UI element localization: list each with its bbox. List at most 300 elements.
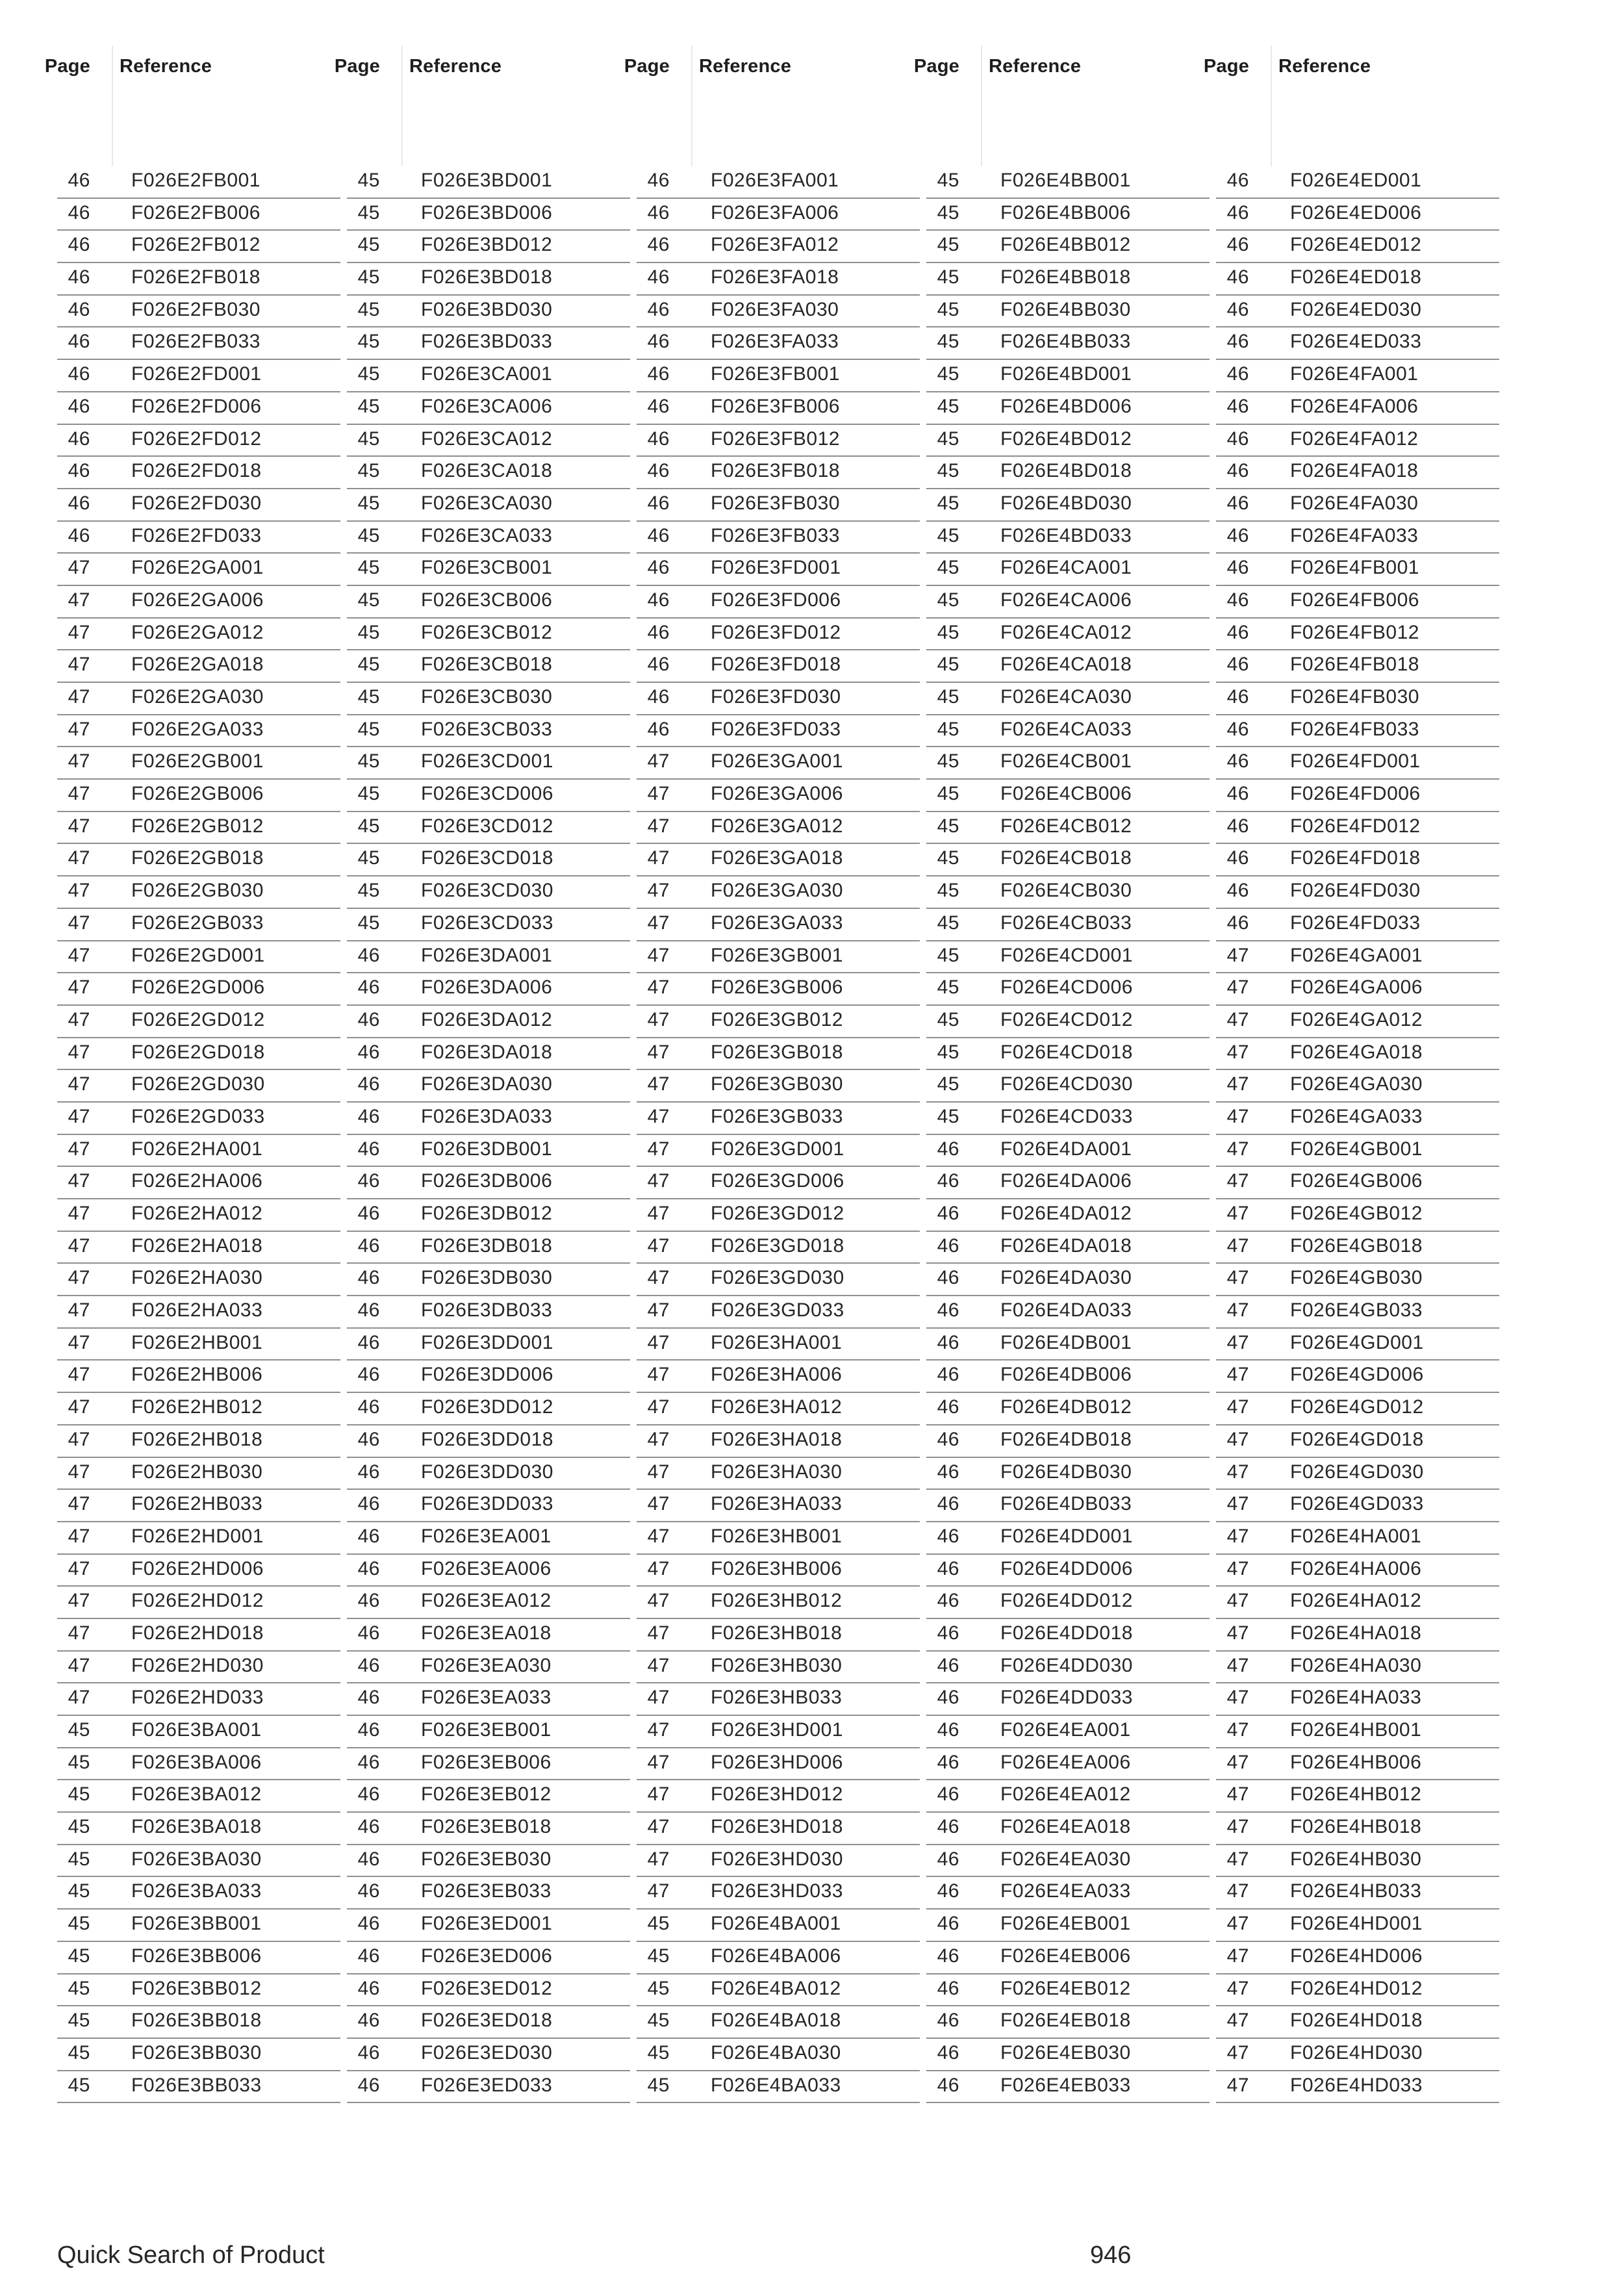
table-row (637, 1587, 920, 1619)
page-number-cell: 47 (68, 944, 90, 966)
reference-code-cell: F026E3BB018 (131, 2010, 262, 2032)
table-row (57, 1006, 340, 1038)
table-row (347, 1425, 630, 1458)
page-number-cell: 46 (937, 1751, 959, 1773)
table-row (57, 1942, 340, 1974)
table-row (347, 1167, 630, 1199)
reference-code-cell: F026E3GA030 (711, 880, 843, 902)
reference-code-cell: F026E4CD001 (1000, 944, 1133, 966)
table-row (1216, 1038, 1499, 1071)
reference-code-cell: F026E3DA001 (421, 944, 553, 966)
page-number-cell: 46 (1226, 524, 1249, 546)
table-row (926, 263, 1210, 296)
table-row (926, 715, 1210, 748)
table-row (57, 1296, 340, 1329)
table-row (1216, 231, 1499, 263)
table-row (347, 1780, 630, 1813)
reference-code-cell: F026E3BB001 (131, 1913, 262, 1935)
page-number-cell: 45 (68, 1783, 90, 1806)
page-number-cell: 47 (68, 1461, 90, 1483)
table-row (1216, 619, 1499, 651)
table-row (57, 1264, 340, 1296)
reference-code-cell: F026E4ED033 (1290, 331, 1422, 353)
reference-code-cell: F026E4ED012 (1290, 234, 1422, 256)
page-number-cell: 47 (1226, 1557, 1249, 1579)
table-row (57, 715, 340, 748)
table-row (637, 1942, 920, 1974)
reference-code-cell: F026E3HB012 (711, 1590, 843, 1612)
reference-code-cell: F026E2GD012 (131, 1008, 265, 1030)
reference-code-cell: F026E4DA012 (1000, 1203, 1132, 1224)
page-number-cell: 46 (1226, 557, 1249, 579)
reference-code-cell: F026E3HB006 (711, 1557, 843, 1579)
page-number-cell: 46 (357, 1590, 380, 1612)
reference-code-cell: F026E3CB018 (421, 654, 553, 676)
reference-code-cell: F026E3CD012 (421, 815, 553, 837)
page-number-cell: 47 (68, 1105, 90, 1127)
page-number-cell: 47 (1226, 1331, 1249, 1353)
column-group-header (624, 45, 920, 166)
table-row (347, 2071, 630, 2104)
reference-code-cell: F026E4DA001 (1000, 1138, 1132, 1160)
page-number-cell: 47 (647, 847, 670, 869)
table-row (57, 166, 340, 199)
table-row (1216, 973, 1499, 1006)
reference-code-cell: F026E4GB001 (1290, 1138, 1423, 1160)
page-number-cell: 46 (68, 266, 90, 288)
table-row (926, 1135, 1210, 1168)
page-number-cell: 46 (357, 1654, 380, 1676)
table-row (347, 650, 630, 683)
reference-code-cell: F026E3FD006 (711, 589, 841, 611)
reference-code-cell: F026E3GA033 (711, 912, 843, 934)
table-row (347, 1587, 630, 1619)
page-number-cell: 45 (647, 1977, 670, 1999)
page-number-cell: 47 (1226, 1783, 1249, 1806)
reference-code-cell: F026E4FD033 (1290, 912, 1421, 934)
table-row (347, 780, 630, 812)
page-number-cell: 46 (937, 1945, 959, 1967)
reference-code-cell: F026E2HA001 (131, 1138, 263, 1160)
table-row (347, 166, 630, 199)
table-row (347, 909, 630, 941)
table-row (57, 2006, 340, 2039)
table-row (926, 1910, 1210, 1942)
table-row (347, 1942, 630, 1974)
reference-code-cell: F026E4HB012 (1290, 1783, 1422, 1806)
table-row (637, 1329, 920, 1361)
table-row (637, 425, 920, 457)
page-number-cell: 47 (647, 750, 670, 773)
page-number-cell: 46 (357, 1203, 380, 1224)
table-row (347, 1006, 630, 1038)
reference-code-cell: F026E4DB006 (1000, 1364, 1132, 1386)
page-number-cell: 46 (937, 1138, 959, 1160)
page-number-cell: 46 (937, 1493, 959, 1515)
table-row (926, 1683, 1210, 1716)
page-number-cell: 46 (1226, 621, 1249, 643)
table-row (57, 650, 340, 683)
reference-code-cell: F026E3EA006 (421, 1557, 552, 1579)
page-number-cell: 46 (357, 1041, 380, 1063)
reference-code-cell: F026E3BA030 (131, 1848, 262, 1870)
reference-code-cell: F026E4HB033 (1290, 1880, 1422, 1902)
page-number-cell: 46 (647, 589, 670, 611)
reference-code-cell: F026E2HB018 (131, 1428, 263, 1450)
page-column-header: Page (624, 56, 670, 77)
page-number-cell: 47 (1226, 1428, 1249, 1450)
page-number-cell: 47 (68, 880, 90, 902)
table-row (57, 1393, 340, 1425)
page-number-cell: 46 (1226, 428, 1249, 450)
reference-code-cell: F026E3HA001 (711, 1331, 843, 1353)
reference-code-cell: F026E3BA012 (131, 1783, 262, 1806)
table-row (926, 1296, 1210, 1329)
page-number-cell: 47 (68, 1525, 90, 1547)
table-row (57, 489, 340, 522)
table-row (347, 1974, 630, 2007)
reference-code-cell: F026E3BA001 (131, 1719, 262, 1741)
page-number-cell: 47 (1226, 2041, 1249, 2063)
page-number-cell: 47 (68, 1008, 90, 1030)
table-row (926, 360, 1210, 392)
table-row (926, 876, 1210, 909)
reference-code-cell: F026E3FA018 (711, 266, 839, 288)
reference-code-cell: F026E3ED018 (421, 2010, 553, 2032)
reference-code-cell: F026E3CD006 (421, 783, 553, 805)
reference-code-cell: F026E4GD001 (1290, 1331, 1424, 1353)
page-number-cell: 47 (1226, 1364, 1249, 1386)
page-number-cell: 45 (357, 170, 380, 191)
reference-code-cell: F026E4GA001 (1290, 944, 1423, 966)
reference-code-cell: F026E4GD018 (1290, 1428, 1424, 1450)
reference-code-cell: F026E2HA030 (131, 1267, 263, 1289)
page-number-cell: 46 (647, 428, 670, 450)
table-row (57, 1135, 340, 1168)
reference-code-cell: F026E4GB018 (1290, 1234, 1423, 1257)
reference-code-cell: F026E3DB018 (421, 1234, 553, 1257)
table-row (1216, 780, 1499, 812)
table-row (57, 296, 340, 328)
page-number-cell: 47 (1226, 1073, 1249, 1095)
table-row (926, 1199, 1210, 1232)
page-number-cell: 47 (647, 944, 670, 966)
page-number-cell: 47 (647, 1396, 670, 1418)
reference-code-cell: F026E3BD006 (421, 201, 553, 224)
reference-code-cell: F026E4BD018 (1000, 460, 1132, 482)
reference-code-cell: F026E3EA012 (421, 1590, 552, 1612)
reference-code-cell: F026E3BD033 (421, 331, 553, 353)
table-row (926, 425, 1210, 457)
table-row (926, 941, 1210, 974)
reference-code-cell: F026E4GA030 (1290, 1073, 1423, 1095)
reference-code-cell: F026E4HA030 (1290, 1654, 1422, 1676)
table-row (926, 1974, 1210, 2007)
page-number-cell: 46 (357, 1008, 380, 1030)
table-row (347, 554, 630, 586)
page-number-cell: 45 (647, 1945, 670, 1967)
table-row (926, 1458, 1210, 1490)
page-number-cell: 46 (1226, 363, 1249, 385)
page-number-cell: 47 (647, 1557, 670, 1579)
page-number-cell: 47 (68, 1138, 90, 1160)
page-number-cell: 46 (647, 234, 670, 256)
reference-code-cell: F026E2GA006 (131, 589, 264, 611)
reference-code-cell: F026E4BB006 (1000, 201, 1131, 224)
page-number-cell: 47 (68, 1396, 90, 1418)
table-row (1216, 1555, 1499, 1587)
reference-code-cell: F026E4DD030 (1000, 1654, 1133, 1676)
reference-code-cell: F026E3GA012 (711, 815, 843, 837)
page-number-cell: 46 (937, 1203, 959, 1224)
reference-code-cell: F026E4HD001 (1290, 1913, 1423, 1935)
table-row (637, 1813, 920, 1845)
table-row (1216, 1458, 1499, 1490)
reference-code-cell: F026E4FD006 (1290, 783, 1421, 805)
table-row (1216, 812, 1499, 845)
reference-code-cell: F026E4CA012 (1000, 621, 1132, 643)
table-row (926, 1845, 1210, 1878)
page-number-cell: 47 (1226, 1525, 1249, 1547)
column-separator (691, 45, 692, 166)
table-row (57, 1652, 340, 1684)
table-row (57, 457, 340, 489)
reference-code-cell: F026E4BB001 (1000, 170, 1131, 191)
table-row (637, 199, 920, 231)
table-row (637, 619, 920, 651)
table-row (57, 1522, 340, 1555)
table-row (1216, 1845, 1499, 1878)
reference-code-cell: F026E2FD033 (131, 524, 262, 546)
page-number-cell: 47 (68, 1557, 90, 1579)
reference-code-cell: F026E4HA012 (1290, 1590, 1422, 1612)
table-row (637, 1910, 920, 1942)
page-number-cell: 47 (1226, 1396, 1249, 1418)
table-row (347, 1038, 630, 1071)
page-number-cell: 47 (68, 750, 90, 773)
page-number-cell: 45 (937, 1073, 959, 1095)
reference-code-cell: F026E3FA001 (711, 170, 839, 191)
page-number-cell: 47 (647, 1751, 670, 1773)
page-number-cell: 47 (1226, 1267, 1249, 1289)
reference-code-cell: F026E2GA033 (131, 718, 264, 740)
reference-code-cell: F026E4GD033 (1290, 1493, 1424, 1515)
reference-code-cell: F026E3DD018 (421, 1428, 553, 1450)
table-row (57, 425, 340, 457)
table-row (1216, 360, 1499, 392)
reference-code-cell: F026E3HD030 (711, 1848, 843, 1870)
table-row (57, 1587, 340, 1619)
table-row (1216, 1232, 1499, 1264)
reference-code-cell: F026E3GD033 (711, 1299, 844, 1322)
table-row (57, 619, 340, 651)
page-number-cell: 45 (937, 363, 959, 385)
reference-code-cell: F026E3EA033 (421, 1687, 552, 1709)
page-number-cell: 46 (357, 1525, 380, 1547)
table-row (1216, 941, 1499, 974)
reference-code-cell: F026E4ED018 (1290, 266, 1422, 288)
reference-code-cell: F026E2FB030 (131, 298, 260, 320)
page-number-cell: 46 (1226, 880, 1249, 902)
table-row (1216, 296, 1499, 328)
table-row (1216, 392, 1499, 425)
page-number-cell: 47 (647, 1299, 670, 1322)
table-row (637, 1748, 920, 1781)
table-row (347, 1393, 630, 1425)
table-row (347, 973, 630, 1006)
page-number-cell: 46 (937, 1428, 959, 1450)
table-row (1216, 1748, 1499, 1781)
table-row (926, 231, 1210, 263)
page-number-cell: 46 (937, 1267, 959, 1289)
table-row (347, 1264, 630, 1296)
table-row (926, 1232, 1210, 1264)
reference-code-cell: F026E4DA018 (1000, 1234, 1132, 1257)
table-row (1216, 2039, 1499, 2071)
page-number-cell: 46 (647, 557, 670, 579)
reference-code-cell: F026E3FA006 (711, 201, 839, 224)
page-number-cell: 45 (68, 2074, 90, 2096)
reference-code-cell: F026E4CB001 (1000, 750, 1132, 773)
page-number-cell: 46 (937, 1557, 959, 1579)
page-number-cell: 47 (1226, 1203, 1249, 1224)
page-number-cell: 45 (357, 686, 380, 708)
reference-code-cell: F026E4HD033 (1290, 2074, 1423, 2096)
index-column-group (334, 45, 630, 2103)
reference-code-cell: F026E3GB030 (711, 1073, 843, 1095)
page-number-cell: 46 (937, 1816, 959, 1838)
page-number-cell: 46 (937, 1719, 959, 1741)
reference-code-cell: F026E4EB018 (1000, 2010, 1131, 2032)
page-number-cell: 47 (647, 912, 670, 934)
table-row (57, 1232, 340, 1264)
reference-code-cell: F026E3BD030 (421, 298, 553, 320)
index-column-group (624, 45, 920, 2103)
page-number-cell: 45 (68, 1977, 90, 1999)
reference-code-cell: F026E4CA033 (1000, 718, 1132, 740)
page-number-cell: 47 (1226, 1848, 1249, 1870)
reference-code-cell: F026E4GB006 (1290, 1170, 1423, 1192)
page-number-cell: 47 (647, 1816, 670, 1838)
page-number-cell: 47 (647, 977, 670, 999)
page-number-cell: 46 (647, 266, 670, 288)
page-number-cell: 45 (937, 815, 959, 837)
page-number-cell: 47 (1226, 1751, 1249, 1773)
reference-column-header: Reference (699, 56, 792, 77)
page-number-cell: 45 (937, 1041, 959, 1063)
table-row (347, 876, 630, 909)
page-number-cell: 47 (647, 1493, 670, 1515)
column-separator (981, 45, 982, 166)
table-row (57, 747, 340, 780)
reference-code-cell: F026E2HB030 (131, 1461, 263, 1483)
table-row (57, 522, 340, 554)
page-number-cell: 45 (357, 428, 380, 450)
table-row (637, 231, 920, 263)
table-row (57, 1361, 340, 1393)
table-row (637, 747, 920, 780)
page-number-cell: 47 (647, 880, 670, 902)
page-number-cell: 46 (1226, 783, 1249, 805)
table-row (1216, 1296, 1499, 1329)
table-row (637, 1619, 920, 1652)
page-number-cell: 46 (647, 686, 670, 708)
reference-column-header: Reference (120, 56, 212, 77)
page-number-cell: 47 (68, 1428, 90, 1450)
page-number-cell: 47 (1226, 1299, 1249, 1322)
page-number-cell: 46 (357, 1816, 380, 1838)
page-number-cell: 47 (647, 1687, 670, 1709)
reference-code-cell: F026E4BA033 (711, 2074, 841, 2096)
reference-code-cell: F026E4CA030 (1000, 686, 1132, 708)
page-number-cell: 47 (1226, 1687, 1249, 1709)
table-row (347, 1845, 630, 1878)
page-number-cell: 46 (357, 2010, 380, 2032)
page-number-cell: 46 (647, 621, 670, 643)
table-row (637, 1780, 920, 1813)
reference-code-cell: F026E3DA033 (421, 1105, 553, 1127)
reference-code-cell: F026E2GA001 (131, 557, 264, 579)
reference-code-cell: F026E3GD012 (711, 1203, 844, 1224)
reference-code-cell: F026E4FB030 (1290, 686, 1419, 708)
table-row (1216, 1329, 1499, 1361)
page-number-cell: 45 (357, 557, 380, 579)
table-row (926, 1522, 1210, 1555)
table-row (57, 1070, 340, 1103)
table-row (637, 812, 920, 845)
reference-code-cell: F026E3CA001 (421, 363, 553, 385)
page-number-cell: 45 (357, 912, 380, 934)
reference-code-cell: F026E2GD001 (131, 944, 265, 966)
table-row (57, 1845, 340, 1878)
page-number-cell: 47 (647, 1008, 670, 1030)
page-number-cell: 46 (357, 1848, 380, 1870)
page-number-cell: 47 (1226, 1622, 1249, 1644)
reference-code-cell: F026E3BD001 (421, 170, 553, 191)
reference-code-cell: F026E2GD006 (131, 977, 265, 999)
page-number-cell: 47 (647, 1234, 670, 1257)
page-number-cell: 47 (647, 815, 670, 837)
reference-code-cell: F026E3BB030 (131, 2041, 262, 2063)
reference-code-cell: F026E4BD012 (1000, 428, 1132, 450)
page-number-cell: 45 (357, 331, 380, 353)
reference-code-cell: F026E3FA030 (711, 298, 839, 320)
page-number-cell: 47 (68, 1654, 90, 1676)
table-row (347, 392, 630, 425)
table-row (57, 1199, 340, 1232)
page-number-cell: 45 (357, 815, 380, 837)
table-row (1216, 1199, 1499, 1232)
page-number-cell: 46 (647, 654, 670, 676)
reference-code-cell: F026E3GB012 (711, 1008, 843, 1030)
table-row (637, 1877, 920, 1910)
page-number-cell: 47 (647, 1880, 670, 1902)
column-separator (401, 45, 403, 166)
table-row (347, 327, 630, 360)
page-number-cell: 46 (647, 395, 670, 417)
table-row (347, 586, 630, 619)
page-number-cell: 46 (1226, 750, 1249, 773)
reference-code-cell: F026E4GB030 (1290, 1267, 1423, 1289)
table-row (637, 1845, 920, 1878)
table-row (347, 1296, 630, 1329)
reference-code-cell: F026E2FD018 (131, 460, 262, 482)
reference-code-cell: F026E2HA012 (131, 1203, 263, 1224)
table-row (637, 1199, 920, 1232)
reference-code-cell: F026E3GD006 (711, 1170, 844, 1192)
page-number-cell: 45 (937, 266, 959, 288)
table-row (926, 2071, 1210, 2104)
